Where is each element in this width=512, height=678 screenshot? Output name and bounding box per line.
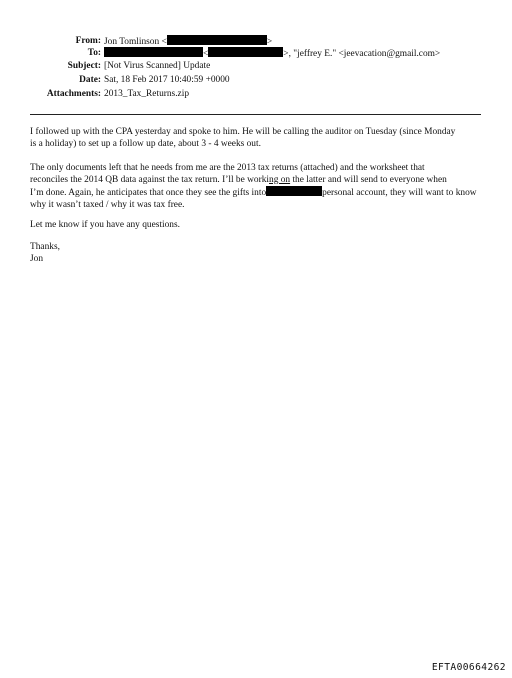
attachments-label: Attachments: bbox=[46, 89, 101, 99]
signature-block bbox=[30, 242, 490, 265]
redaction-block bbox=[104, 47, 203, 57]
signoff: Thanks, bbox=[30, 242, 60, 252]
to-recipients: >, "jeffrey E." <jeevacation@gmail.com> bbox=[283, 49, 441, 59]
paragraph-3: Let me know if you have any questions. bbox=[30, 220, 180, 230]
signature: Jon bbox=[30, 253, 44, 264]
attachments-row bbox=[0, 88, 512, 101]
paragraph-1: I followed up with the CPA yesterday and spoke to him. He will be calling the auditor on Tuesday (since Monday is a holiday) to set up a follow up date, about 3 - 4 weeks out. bbox=[30, 127, 456, 149]
date-value: Sat, 18 Feb 2017 10:40:59 +0000 bbox=[104, 75, 230, 85]
redaction-block bbox=[167, 35, 267, 45]
paragraph-2: The only documents left that he needs from me are the 2013 tax returns (attached) and the worksheet that reconciles the 2014 QB data against the tax return. I’ll be working on the latter and will send to everyone when I’m done. Again, he anticipates that once they see the gifts into personal account, they will want to know why it wasn’t taxed / why it was tax free. bbox=[30, 163, 477, 210]
from-close: > bbox=[266, 37, 273, 47]
redaction-block bbox=[266, 186, 322, 196]
to-open: < bbox=[203, 49, 209, 59]
from-name: Jon Tomlinson < bbox=[104, 37, 167, 47]
to-label: To: bbox=[87, 48, 101, 58]
subject-row bbox=[0, 60, 512, 73]
header-divider bbox=[30, 114, 481, 115]
subject-label: Subject: bbox=[67, 61, 101, 71]
date-label: Date: bbox=[79, 75, 101, 85]
from-label: From: bbox=[75, 36, 101, 46]
attachments-value: 2013_Tax_Returns.zip bbox=[104, 89, 190, 99]
redaction-block bbox=[208, 47, 283, 57]
subject-value: [Not Virus Scanned] Update bbox=[104, 61, 211, 71]
date-row bbox=[0, 74, 512, 87]
to-row bbox=[0, 47, 512, 60]
document-id: EFTA00664262 bbox=[431, 662, 506, 673]
